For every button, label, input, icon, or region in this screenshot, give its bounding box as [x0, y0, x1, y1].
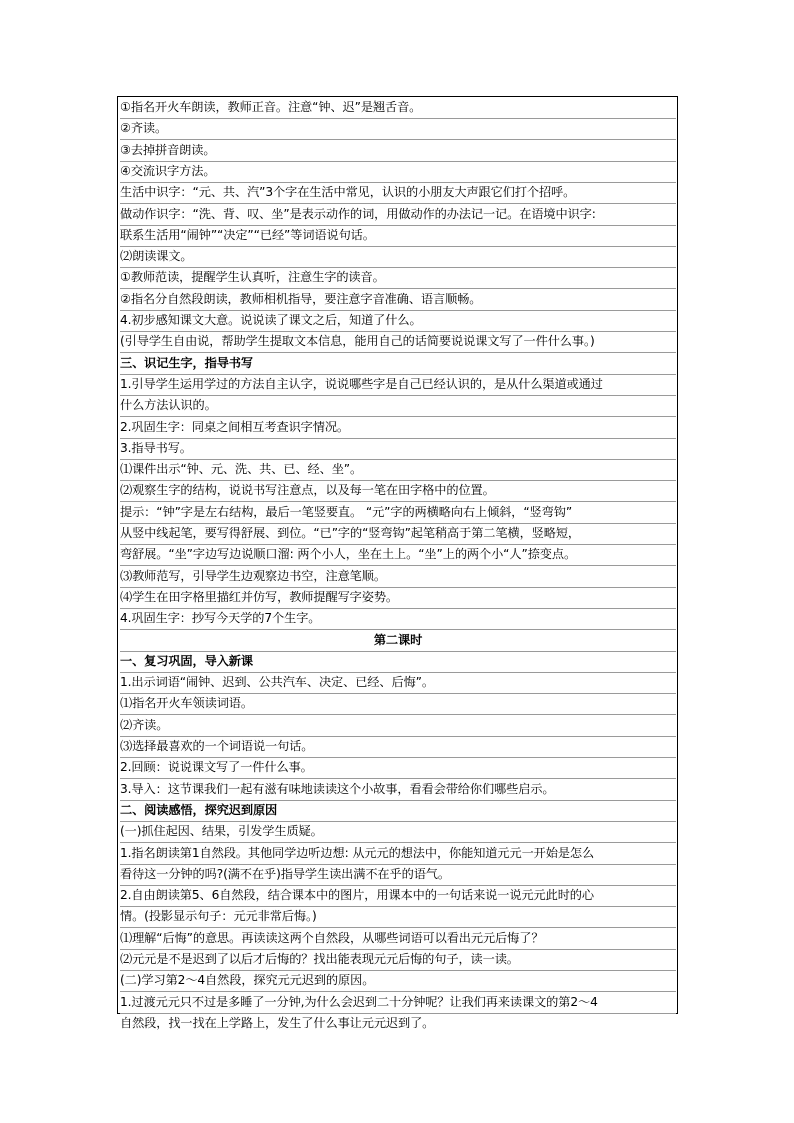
text-line: ⑵齐读。 — [120, 715, 676, 737]
text-line: ①指名开火车朗读，教师正音。注意“钟、迟”是翘舌音。 — [120, 97, 676, 119]
text-line: 1.引导学生运用学过的方法自主认字，说说哪些字是自己已经认识的，是从什么渠道或通过 — [120, 374, 676, 396]
text-line: 4.巩固生字：抄写今天学的7个生字。 — [120, 608, 676, 630]
text-line: ⑶教师范写，引导学生边观察边书空，注意笔顺。 — [120, 566, 676, 588]
text-line: (一)抓住起因、结果，引发学生质疑。 — [120, 821, 676, 843]
text-line: ②齐读。 — [120, 118, 676, 140]
text-line: 2.巩固生字：同桌之间相互考查识字情况。 — [120, 417, 676, 439]
section-heading: 二、阅读感悟，探究迟到原因 — [120, 800, 676, 822]
text-line: 情。(投影显示句子：元元非常后悔。) — [120, 906, 676, 928]
text-line: ⑵朗读课文。 — [120, 246, 676, 268]
text-line: 3.导入：这节课我们一起有滋有味地读读这个小故事，看看会带给你们哪些启示。 — [120, 779, 676, 801]
text-line: 自然段，找一找在上学路上，发生了什么事让元元迟到了。 — [120, 1015, 435, 1030]
text-line: ④交流识字方法。 — [120, 161, 676, 183]
section-heading: 一、复习巩固，导入新课 — [120, 651, 676, 673]
text-line: ⑴课件出示“钟、元、洗、共、已、经、坐”。 — [120, 459, 676, 481]
text-line: (二)学习第2～4自然段，探究元元迟到的原因。 — [120, 970, 676, 992]
section-heading: 第二课时 — [120, 630, 676, 652]
text-line: 1.过渡元元只不过是多睡了一分钟,为什么会迟到二十分钟呢？让我们再来读课文的第2～4 — [120, 992, 676, 1014]
section-heading: 三、识记生字，指导书写 — [120, 353, 676, 375]
text-line: 生活中识字：“元、共、汽”3个字在生活中常见，认识的小朋友大声跟它们打个招呼。 — [120, 182, 676, 204]
text-line: ⑶选择最喜欢的一个词语说一句话。 — [120, 736, 676, 758]
text-line: 从竖中线起笔，要写得舒展、到位。“已”字的“竖弯钩”起笔稍高于第二笔横，竖略短， — [120, 523, 676, 545]
text-line: ⑴指名开火车领读词语。 — [120, 693, 676, 715]
text-line: ⑴理解“后悔”的意思。再读读这两个自然段，从哪些词语可以看出元元后悔了？ — [120, 928, 676, 950]
text-line: 3.指导书写。 — [120, 438, 676, 460]
text-line: 2.回顾：说说课文写了一件什么事。 — [120, 757, 676, 779]
text-line: (引导学生自由说，帮助学生提取文本信息，能用自己的话简要说说课文写了一件什么事。) — [120, 331, 676, 353]
text-line: 联系生活用“闹钟”“决定”“已经”等词语说句话。 — [120, 225, 676, 247]
text-line: ②指名分自然段朗读，教师相机指导，要注意字音准确、语言顺畅。 — [120, 289, 676, 311]
text-line: 弯舒展。“坐”字边写边说顺口溜: 两个小人，坐在土上。“坐”上的两个小“人”捺变点。 — [120, 544, 676, 566]
text-line: 2.自由朗读第5、6自然段，结合课本中的图片，用课本中的一句话来说一说元元此时的心 — [120, 885, 676, 907]
text-line: 什么方法认识的。 — [120, 395, 676, 417]
document-table — [117, 96, 678, 1030]
text-line: ①教师范读，提醒学生认真听，注意生字的读音。 — [120, 267, 676, 289]
text-line: 提示：“钟”字是左右结构，最后一笔竖要直。 “元”字的两横略向右上倾斜，“竖弯钩” — [120, 502, 676, 524]
text-line: ⑵元元是不是迟到了以后才后悔的？找出能表现元元后悔的句子，读一读。 — [120, 949, 676, 971]
text-line: 1.出示词语“闹钟、迟到、公共汽车、决定、已经、后悔”。 — [120, 672, 676, 694]
text-line: ⑷学生在田字格里描红并仿写，教师提醒写字姿势。 — [120, 587, 676, 609]
text-line: 做动作识字：“洗、背、叹、坐”是表示动作的词，用做动作的办法记一记。在语境中识字: — [120, 204, 676, 226]
text-line: ⑵观察生字的结构，说说书写注意点，以及每一笔在田字格中的位置。 — [120, 480, 676, 502]
text-line: ③去掉拼音朗读。 — [120, 140, 676, 162]
text-line: 4.初步感知课文大意。说说读了课文之后，知道了什么。 — [120, 310, 676, 332]
text-line: 看待这一分钟的吗?(满不在乎)指导学生读出满不在乎的语气。 — [120, 864, 676, 886]
text-line: 1.指名朗读第1自然段。其他同学边听边想: 从元元的想法中，你能知道元元一开始是怎么 — [120, 843, 676, 865]
